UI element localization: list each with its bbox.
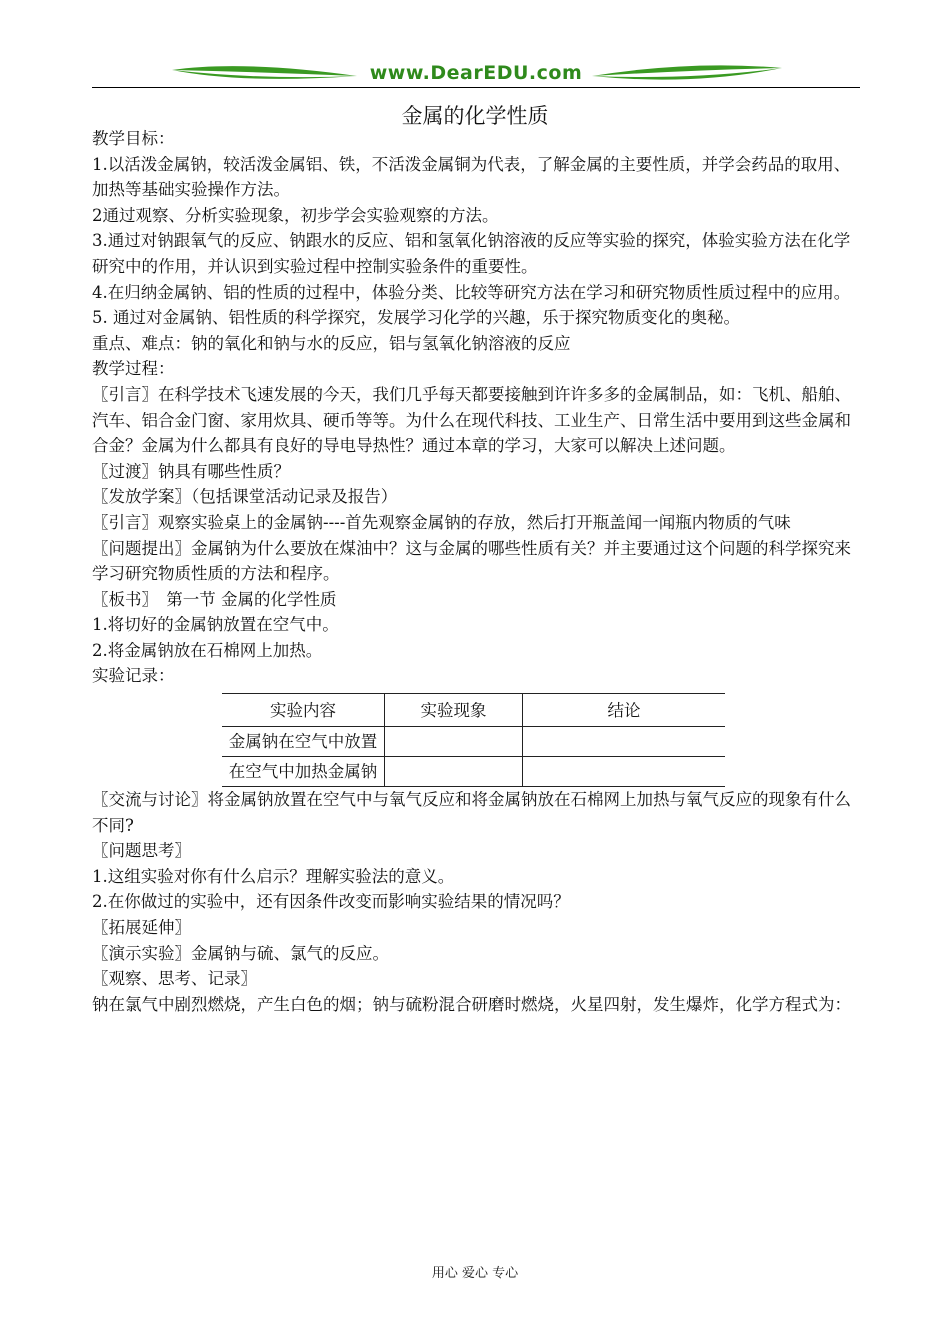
table-cell <box>523 757 726 787</box>
paragraph: 〖发放学案〗（包括课堂活动记录及报告） <box>92 487 398 507</box>
page-footer: 用心 爱心 专心 <box>431 1266 519 1281</box>
experiment-record-table <box>222 693 725 787</box>
page-header <box>92 58 860 92</box>
paragraph: 钠在氯气中剧烈燃烧，产生白色的烟；钠与硫粉混合研磨时燃烧，火星四射，发生爆炸，化学方程式为： <box>92 994 851 1014</box>
paragraph: 〖板书〗 第一节 金属的化学性质 <box>92 589 337 609</box>
paragraph: 2.将金属钠放在石棉网上加热。 <box>92 640 323 660</box>
paragraph: 〖引言〗在科学技术飞速发展的今天，我们几乎每天都要接触到许许多多的金属制品，如：飞机、船舶、汽车、铝合金门窗、家用炊具、硬币等等。为什么在现代科技、工业生产、日常生活中要用到这些金属和合金？金属为什么都具有良好的导电导热性？通过本章的学习，大家可以解决上述问题。 <box>92 384 851 456</box>
page-title: 金属的化学性质 <box>401 104 549 128</box>
paragraph: 〖过渡〗钠具有哪些性质？ <box>92 461 290 481</box>
paragraph: 3.通过对钠跟氧气的反应、钠跟水的反应、铝和氢氧化钠溶液的反应等实验的探究，体验实验方法在化学研究中的作用，并认识到实验过程中控制实验条件的重要性。 <box>92 231 851 276</box>
paragraph: 1.将切好的金属钠放置在空气中。 <box>92 615 339 635</box>
experiment-record-table-wrap <box>222 693 862 787</box>
paragraph: 4.在归纳金属钠、铝的性质的过程中，体验分类、比较等研究方法在学习和研究物质性质过程中的应用。 <box>92 282 851 302</box>
paragraph: 教学目标： <box>92 129 175 148</box>
header-rule <box>92 87 860 88</box>
table-header-cell: 结论 <box>523 694 726 727</box>
table-cell: 金属钠在空气中放置 <box>222 727 385 757</box>
paragraph: 〖观察、思考、记录〗 <box>92 969 257 989</box>
paragraph: 〖拓展延伸〗 <box>92 918 191 938</box>
table-cell: 在空气中加热金属钠 <box>222 757 385 787</box>
paragraph: 1.以活泼金属钠，较活泼金属铝、铁，不活泼金属铜为代表，了解金属的主要性质，并学会药品的取用、加热等基础实验操作方法。 <box>92 154 851 200</box>
table-cell <box>385 727 523 757</box>
table-header-cell: 实验现象 <box>385 694 523 727</box>
site-logo-text[interactable]: www.DearEDU.com <box>369 62 583 84</box>
paragraph: 5. 通过对金属钠、铝性质的科学探究，发展学习化学的兴趣，乐于探究物质变化的奥秘。 <box>92 308 740 328</box>
paragraph: 实验记录： <box>92 666 175 686</box>
paragraph: 2.在你做过的实验中，还有因条件改变而影响实验结果的情况吗？ <box>92 892 570 912</box>
document-body <box>92 126 862 1017</box>
table-cell <box>523 727 726 757</box>
table-header-cell: 实验内容 <box>222 694 385 727</box>
table-row <box>222 757 725 787</box>
paragraph: 2通过观察、分析实验现象，初步学会实验观察的方法。 <box>92 205 499 225</box>
paragraph: 〖问题思考〗 <box>92 841 191 861</box>
table-header-row <box>222 694 725 727</box>
table-row <box>222 727 725 757</box>
table-cell <box>385 757 523 787</box>
paragraph: 1.这组实验对你有什么启示？理解实验法的意义。 <box>92 866 455 886</box>
paragraph: 〖引言〗观察实验桌上的金属钠----首先观察金属钠的存放，然后打开瓶盖闻一闻瓶内物质的气味 <box>92 512 791 532</box>
paragraph: 〖交流与讨论〗将金属钠放置在空气中与氧气反应和将金属钠放在石棉网上加热与氧气反应的现象有什么不同? <box>92 790 851 835</box>
paragraph: 〖演示实验〗金属钠与硫、氯气的反应。 <box>92 943 389 963</box>
paragraph: 重点、难点：钠的氧化和钠与水的反应，铝与氢氧化钠溶液的反应 <box>92 333 571 353</box>
paragraph: 〖问题提出〗金属钠为什么要放在煤油中？这与金属的哪些性质有关？并主要通过这个问题的科学探究来学习研究物质性质的方法和程序。 <box>92 538 851 584</box>
paragraph: 教学过程： <box>92 359 175 379</box>
